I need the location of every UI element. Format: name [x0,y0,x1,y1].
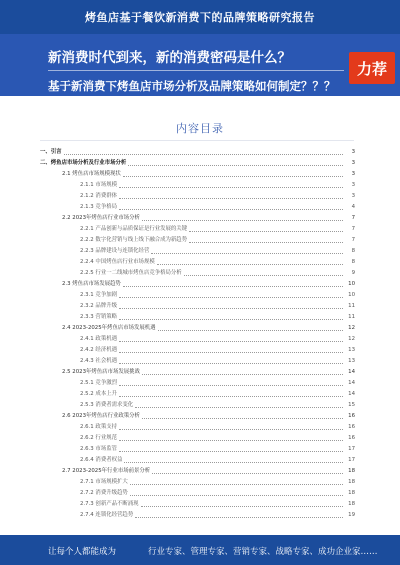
toc-entry-page: 18 [348,490,355,496]
toc-entry[interactable] [40,224,355,235]
toc-entry[interactable] [40,169,355,180]
toc-leader-dots [123,175,343,177]
toc-entry-label: 2.2.1 产品创新与品质保证是行业发展的关键 [80,226,188,232]
toc-entry-page: 10 [348,292,355,298]
toc-leader-dots [151,252,343,254]
toc-entry-label: 2.4.2 经济机遇 [80,347,117,353]
toc-entry[interactable] [40,323,355,334]
toc-entry-page: 3 [351,193,355,199]
toc-entry-label: 2.2.2 数字化营销与线上线下融合成为新趋势 [80,237,188,243]
toc-entry-label: 一、引言 [40,149,62,155]
toc-entry-label: 2.7.4 连锁化经营趋势 [80,512,134,518]
toc-entry-page: 16 [348,413,355,419]
toc-entry-page: 16 [348,424,355,430]
toc-leader-dots [119,296,343,298]
toc-entry[interactable] [40,268,355,279]
toc-entry-label: 2.4.3 社会机遇 [80,358,117,364]
toc-entry[interactable] [40,158,355,169]
toc-leader-dots [189,241,343,243]
toc-leader-dots [142,373,343,375]
footer-left-text: 让每个人都能成为 [48,547,117,557]
toc-leader-dots [119,197,343,199]
toc-entry-page: 18 [348,468,355,474]
toc-entry-page: 19 [348,512,355,518]
toc-leader-dots [158,329,343,331]
toc-entry[interactable] [40,389,355,400]
toc-entry-label: 2.5 2023年烤鱼店市场发展挑战 [62,369,140,375]
toc-entry-label: 2.1.2 消费群体 [80,193,117,199]
toc-entry[interactable] [40,499,355,510]
toc-leader-dots [119,362,343,364]
toc-entry[interactable] [40,345,355,356]
banner-divider [48,70,344,71]
toc-entry[interactable] [40,312,355,323]
report-header [0,0,400,34]
toc-entry-page: 8 [351,259,355,265]
toc-entry-label: 2.6.2 行业规范 [80,435,117,441]
recommend-stamp: 力荐 [349,52,395,84]
toc-entry-label: 二、烤鱼店市场分析及行业市场分析 [40,160,127,166]
toc-entry[interactable] [40,257,355,268]
toc-entry-page: 7 [351,237,355,243]
toc-leader-dots [119,384,343,386]
footer-right-text: 行业专家、管理专家、营销专家、战略专家、成功企业家…… [148,547,378,557]
toc-entry[interactable] [40,246,355,257]
report-title: 烤鱼店基于餐饮新消费下的品牌策略研究报告 [85,11,315,24]
toc-entry[interactable] [40,488,355,499]
toc-entry-page: 12 [348,325,355,331]
toc-entry-page: 7 [351,226,355,232]
toc-entry[interactable] [40,334,355,345]
toc-entry-label: 2.6 2023年烤鱼店行业政策分析 [62,413,140,419]
toc-entry-label: 2.4 2023-2025年烤鱼店市场发展机遇 [62,325,156,331]
toc-leader-dots [130,494,343,496]
toc-leader-dots [130,483,343,485]
toc-entry-page: 14 [348,369,355,375]
toc-leader-dots [157,263,343,265]
toc-leader-dots [189,230,343,232]
toc-entry-page: 15 [348,402,355,408]
toc-entry-page: 13 [348,358,355,364]
toc-entry-label: 2.5.1 竞争激烈 [80,380,117,386]
toc-entry-page: 12 [348,336,355,342]
toc-entry[interactable] [40,301,355,312]
toc-leader-dots [152,472,343,474]
toc-leader-dots [119,450,343,452]
toc-leader-dots [124,461,343,463]
banner-subheadline: 基于新消费下烤鱼店市场分析及品牌策略如何制定？？？ [48,79,336,93]
toc-entry-label: 2.2 2023年烤鱼店行业市场分析 [62,215,140,221]
toc-entry-label: 2.1.3 竞争格局 [80,204,117,210]
toc-leader-dots [119,208,343,210]
toc-entry-label: 2.2.3 品牌建设与连锁化经营 [80,248,150,254]
toc-entry[interactable] [40,235,355,246]
toc-leader-dots [142,417,343,419]
toc-leader-dots [119,351,343,353]
toc-entry-label: 2.2.4 中国烤鱼店行业市场规模 [80,259,155,265]
toc-entry-label: 2.7 2023-2025年行业市场前景分析 [62,468,151,474]
toc-entry[interactable] [40,356,355,367]
toc-entry-label: 2.1.1 市场规模 [80,182,117,188]
toc-entry[interactable] [40,213,355,224]
toc-entry-page: 10 [348,281,355,287]
toc-entry-label: 2.3.1 竞争加剧 [80,292,117,298]
toc-leader-dots [135,516,343,518]
toc-entry[interactable] [40,367,355,378]
toc-leader-dots [64,153,343,155]
toc-entry-page: 3 [351,149,355,155]
toc-entry[interactable] [40,147,355,158]
toc-entry-label: 2.4.1 政策机遇 [80,336,117,342]
toc-leader-dots [119,307,343,309]
toc-entry[interactable] [40,466,355,477]
toc-entry-page: 16 [348,435,355,441]
toc-entry-label: 2.7.1 市场规模扩大 [80,479,128,485]
toc-entry-label: 2.6.3 市场监管 [80,446,117,452]
toc-entry-page: 8 [351,248,355,254]
toc-entry-page: 4 [351,204,355,210]
toc-leader-dots [128,164,343,166]
toc-leader-dots [119,340,343,342]
toc-entry[interactable] [40,422,355,433]
toc-entry-page: 13 [348,347,355,353]
toc-leader-dots [135,406,343,408]
toc-entry-page: 17 [348,457,355,463]
toc-leader-dots [119,395,343,397]
toc-entry-page: 17 [348,446,355,452]
toc-entry-label: 2.3 烤鱼店市场发展趋势 [62,281,121,287]
toc-entry-label: 2.3.2 品牌升级 [80,303,117,309]
toc-entry-page: 11 [348,314,355,320]
toc-entry[interactable] [40,477,355,488]
toc-entry-page: 14 [348,380,355,386]
toc-entry-label: 2.5.2 成本上升 [80,391,117,397]
toc-entry[interactable] [40,279,355,290]
footer-bar [0,535,400,565]
toc-entry[interactable] [40,290,355,301]
toc-entry-page: 18 [348,501,355,507]
toc-entry[interactable] [40,400,355,411]
toc-title: 内容目录 [176,122,224,135]
table-of-contents [40,147,355,521]
toc-leader-dots [119,186,343,188]
toc-entry-page: 14 [348,391,355,397]
toc-leader-dots [119,439,343,441]
toc-entry[interactable] [40,433,355,444]
toc-entry[interactable] [40,455,355,466]
toc-entry-page: 3 [351,171,355,177]
toc-entry[interactable] [40,411,355,422]
toc-entry[interactable] [40,180,355,191]
toc-entry-page: 11 [348,303,355,309]
banner-headline: 新消费时代到来，新的消费密码是什么？ [48,50,291,66]
toc-divider [40,140,354,141]
toc-leader-dots [184,274,343,276]
toc-entry-label: 2.6.1 政策支持 [80,424,117,430]
toc-entry-label: 2.7.2 消费升级趋势 [80,490,128,496]
toc-leader-dots [142,219,343,221]
toc-entry-label: 2.3.3 营销策略 [80,314,117,320]
toc-entry[interactable] [40,444,355,455]
toc-entry[interactable] [40,202,355,213]
toc-entry[interactable] [40,378,355,389]
toc-leader-dots [119,318,343,320]
toc-entry-page: 7 [351,215,355,221]
toc-leader-dots [141,505,343,507]
toc-entry-label: 2.7.3 创新产品不断涌现 [80,501,139,507]
toc-entry[interactable] [40,510,355,521]
toc-leader-dots [123,285,343,287]
toc-entry-label: 2.5.3 消费者需求变化 [80,402,134,408]
toc-entry-page: 3 [351,182,355,188]
toc-entry-label: 2.6.4 消费者权益 [80,457,123,463]
toc-entry-page: 3 [351,160,355,166]
toc-entry-page: 18 [348,479,355,485]
toc-entry-page: 9 [351,270,355,276]
toc-entry-label: 2.1 烤鱼店市场规模现状 [62,171,121,177]
toc-entry-label: 2.2.5 行业一二线城市烤鱼店竞争格局分析 [80,270,182,276]
banner [0,34,400,96]
toc-leader-dots [119,428,343,430]
toc-entry[interactable] [40,191,355,202]
